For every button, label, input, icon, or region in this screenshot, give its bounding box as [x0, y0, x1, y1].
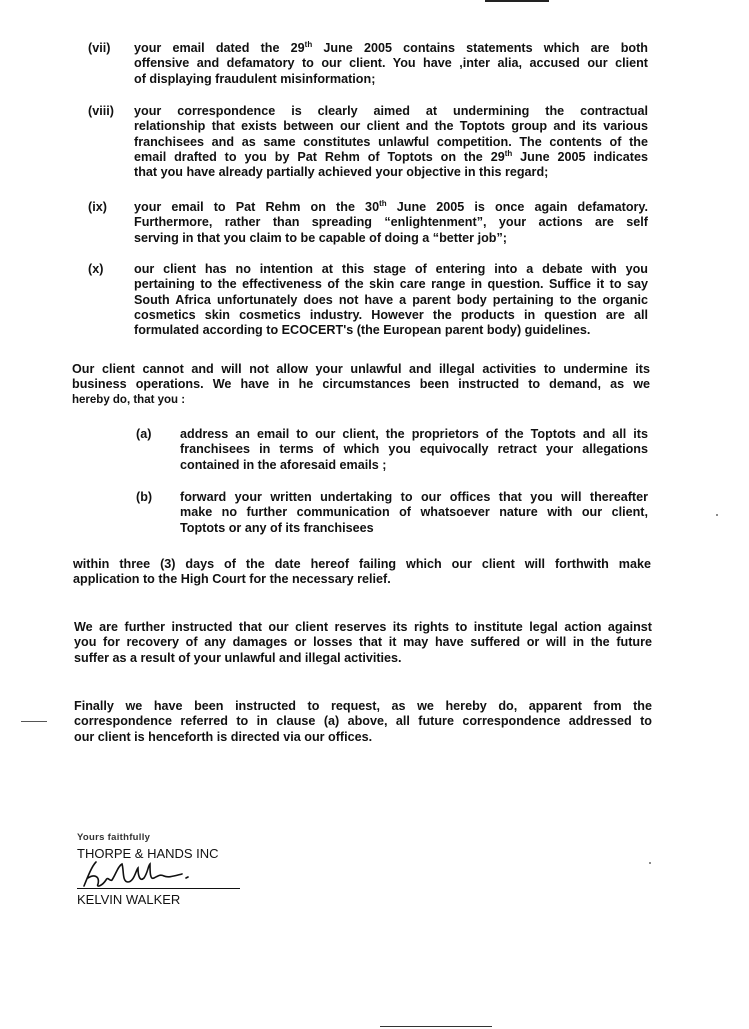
deadline-paragraph [73, 557, 651, 588]
point-line: pertaining to the effectiveness of the skin care range in question. Suffice it to say [134, 277, 648, 292]
scan-speck [649, 862, 651, 864]
final-paragraph [74, 699, 652, 745]
signature-line [77, 888, 240, 889]
paragraph-line: you for recovery of any damages or losses that it may have suffered or will in the future [74, 635, 652, 650]
point-number: (x) [88, 262, 104, 276]
subpoint-b [136, 490, 648, 536]
point-line: your email dated the 29th June 2005 contains statements which are both [134, 41, 648, 55]
paragraph-line: our client is henceforth is directed via our offices. [74, 729, 373, 744]
scan-artifact [485, 0, 549, 2]
firm-name: THORPE & HANDS INC [77, 846, 219, 861]
point-line: franchisees and as same constitutes unlawful competition. The contents of the [134, 134, 648, 149]
subpoint-line: make no further communication of whatsoever nature with our client, [180, 505, 648, 520]
subpoint-a [136, 427, 648, 473]
point-line: that you have already partially achieved your objective in this regard; [134, 165, 549, 180]
point-line: Furthermore, rather than spreading “enlightenment”, your actions are self [134, 215, 648, 230]
point-viii [88, 104, 648, 180]
point-line: offensive and defamatory to our client. You have ,inter alia, accused our client [134, 56, 648, 71]
subpoint-line: franchisees in terms of which you equivocally retract your allegations [180, 442, 648, 457]
subpoint-line: address an email to our client, the proprietors of the Toptots and all its [180, 427, 648, 441]
point-line: your email to Pat Rehm on the 30th June 2005 is once again defamatory. [134, 200, 648, 214]
point-number: (vii) [88, 41, 111, 55]
point-line: email drafted to you by Pat Rehm of Toptots on the 29th June 2005 indicates [134, 149, 648, 164]
point-number: (viii) [88, 104, 114, 118]
subpoint-number: (b) [136, 490, 153, 504]
paragraph-line: We are further instructed that our client reserves its rights to institute legal action against [74, 620, 652, 634]
scan-artifact [21, 721, 47, 722]
scan-artifact [380, 1026, 492, 1027]
paragraph-line: business operations. We have in he circumstances been instructed to demand, as we [72, 377, 650, 392]
point-line: relationship that exists between our client and the Toptots group and its various [134, 119, 648, 134]
point-x [88, 262, 648, 338]
subpoint-number: (a) [136, 427, 152, 441]
demand-paragraph [72, 362, 650, 408]
paragraph-line: within three (3) days of the date hereof failing which our client will forthwith make [73, 557, 651, 571]
point-line: our client has no intention at this stage of entering into a debate with you [134, 262, 648, 276]
subpoint-line: Toptots or any of its franchisees [180, 520, 374, 535]
point-line: of displaying fraudulent misinformation; [134, 71, 376, 86]
rights-paragraph [74, 620, 652, 666]
signatory-name: KELVIN WALKER [77, 892, 181, 907]
paragraph-line: application to the High Court for the necessary relief. [73, 572, 391, 587]
subpoint-line: forward your written undertaking to our offices that you will thereafter [180, 490, 648, 504]
paragraph-line: Our client cannot and will not allow your unlawful and illegal activities to undermine its [72, 362, 650, 376]
paragraph-line: Finally we have been instructed to request, as we hereby do, apparent from the [74, 699, 652, 713]
point-line: serving in that you claim to be capable of doing a “better job”; [134, 230, 507, 245]
point-line: South Africa unfortunately does not have a parent body pertaining to the organic [134, 292, 648, 307]
point-ix [88, 200, 648, 246]
salutation: Yours faithfully [77, 832, 151, 843]
handwritten-signature [78, 856, 208, 892]
subpoint-line: contained in the aforesaid emails ; [180, 457, 387, 472]
point-number: (ix) [88, 200, 107, 214]
paragraph-line: correspondence referred to in clause (a) above, all future correspondence addressed to [74, 714, 652, 729]
paragraph-line: suffer as a result of your unlawful and illegal activities. [74, 650, 402, 665]
paragraph-line: hereby do, that you : [72, 393, 186, 406]
scan-speck [716, 514, 718, 516]
point-vii [88, 41, 648, 87]
point-line: formulated according to ECOCERT's (the European parent body) guidelines. [134, 323, 591, 338]
point-line: your correspondence is clearly aimed at undermining the contractual [134, 104, 648, 118]
point-line: cosmetics skin cosmetics industry. However the products in question are all [134, 307, 648, 322]
